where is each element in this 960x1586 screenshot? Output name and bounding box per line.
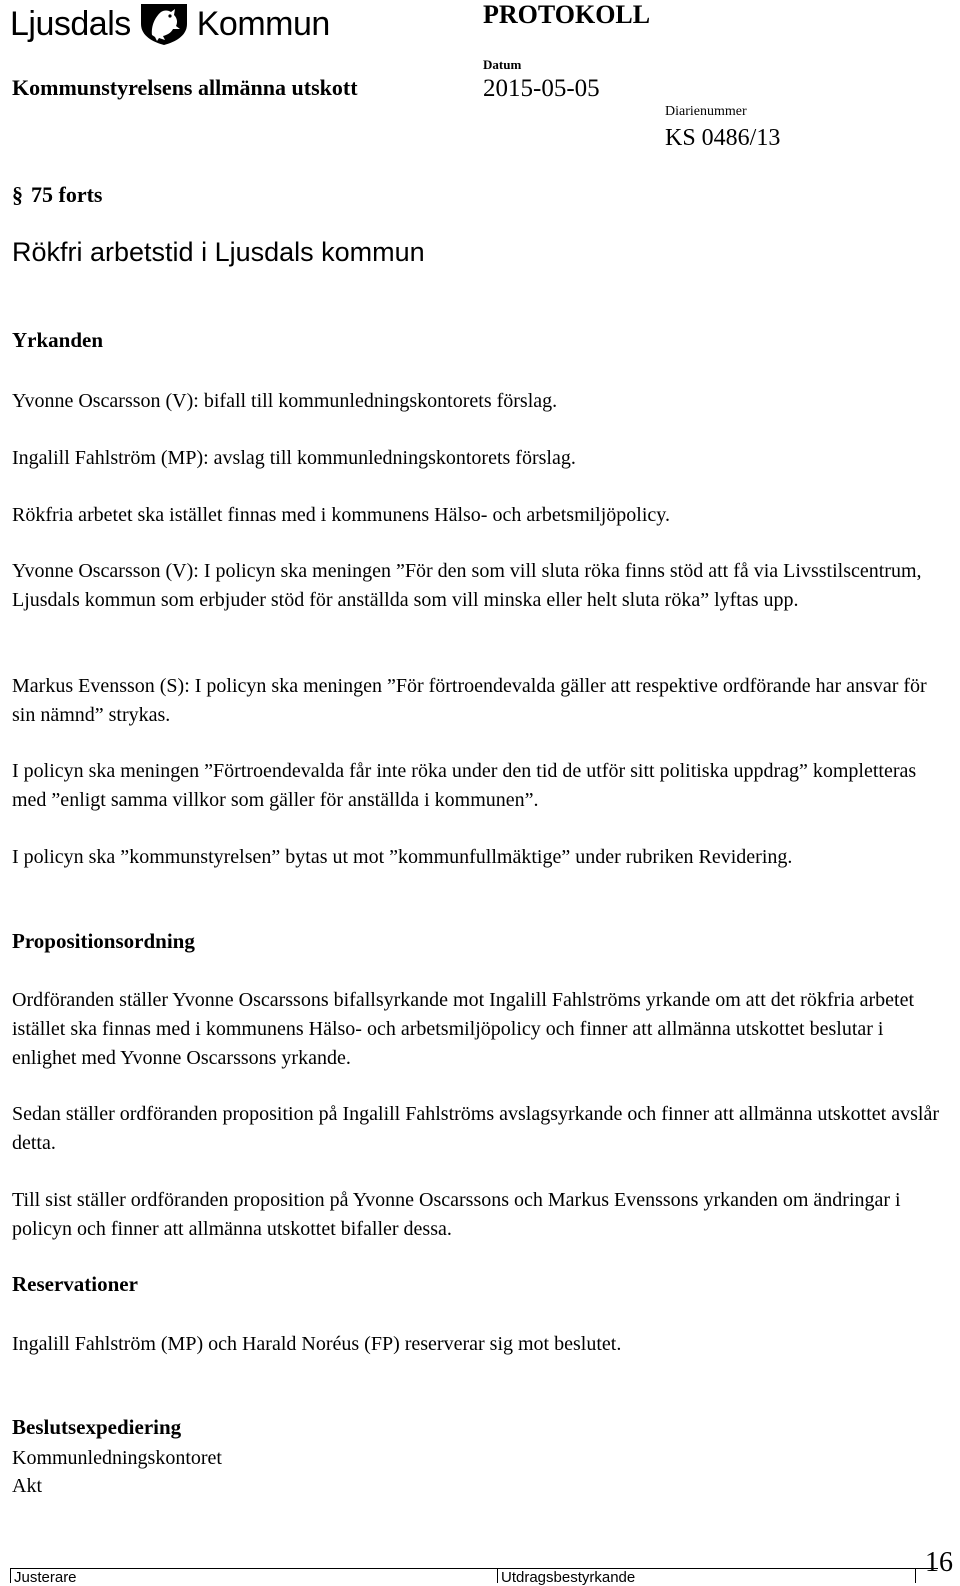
- date-value: 2015-05-05: [483, 75, 600, 102]
- paragraph-yrkande-1: Yvonne Oscarsson (V): bifall till kommunledningskontorets förslag.: [12, 390, 558, 412]
- diary-number-value: KS 0486/13: [665, 125, 781, 151]
- paragraph-proposition-3: Till sist ställer ordföranden proposition på Yvonne Oscarssons och Markus Evenssons yrkanden om ändringar i policyn och finner att allmänna utskottet bifaller dessa.: [12, 1189, 901, 1240]
- document-type: PROTOKOLL: [483, 0, 651, 29]
- page-title: Rökfri arbetstid i Ljusdals kommun: [12, 237, 425, 267]
- recipient-line-1: Kommunledningskontoret: [12, 1447, 222, 1469]
- recipient-line-2: Akt: [12, 1475, 42, 1497]
- footer-divider-left: [10, 1568, 11, 1583]
- paragraph-proposition-2: Sedan ställer ordföranden proposition på Ingalill Fahlströms avslagsyrkande och finner att allmänna utskottet avslår detta.: [12, 1103, 939, 1154]
- page-number: 16: [925, 1547, 953, 1578]
- municipality-logo: [10, 2, 330, 46]
- paragraph-yrkande-5: I policyn ska meningen ”Förtroendevalda får inte röka under den tid de utför sitt politiska uppdrag” kompletteras med ”enligt samma villkor som gäller för anställda i kommunen”.: [12, 760, 917, 811]
- section-number: 75 forts: [31, 182, 103, 207]
- heading-beslutsexpediering: Beslutsexpediering: [12, 1415, 182, 1439]
- heading-yrkanden: Yrkanden: [12, 328, 104, 352]
- paragraph-yrkande-2b: Rökfria arbetet ska istället finnas med i kommunens Hälso- och arbetsmiljöpolicy.: [12, 504, 670, 526]
- paragraph-symbol: §: [12, 182, 23, 207]
- footer-divider-mid: [497, 1568, 498, 1583]
- paragraph-proposition-1: Ordföranden ställer Yvonne Oscarssons bifallsyrkande mot Ingalill Fahlströms yrkande om att det rökfria arbetet istället ska finnas med i kommunens Hälso- och arbetsmiljöpolicy och finner att allmänna utskottet beslutar i enlighet med Yvonne Oscarssons yrkande.: [12, 989, 915, 1069]
- diary-number-label: Diarienummer: [665, 104, 747, 119]
- crest-icon: [137, 2, 191, 46]
- section-heading: [12, 182, 102, 208]
- heading-propositionsordning: Propositionsordning: [12, 929, 195, 953]
- heading-reservationer: Reservationer: [12, 1272, 138, 1296]
- paragraph-yrkande-3: Yvonne Oscarsson (V): I policyn ska meningen ”För den som vill sluta röka finns stöd att få via Livsstilscentrum, Ljusdals kommun som erbjuder stöd för anställda som vill minska eller helt sluta röka” lyftas upp.: [12, 560, 922, 611]
- date-label: Datum: [483, 57, 522, 72]
- committee-name: Kommunstyrelsens allmänna utskott: [12, 75, 358, 100]
- footer-justerare: Justerare: [14, 1569, 77, 1586]
- paragraph-yrkande-4: Markus Evensson (S): I policyn ska meningen ”För förtroendevalda gäller att respektive ordförande har ansvar för sin nämnd” strykas.: [12, 675, 927, 726]
- footer-rule: [10, 1568, 938, 1569]
- footer-utdragsbestyrkande: Utdragsbestyrkande: [501, 1569, 636, 1586]
- paragraph-yrkande-2a: Ingalill Fahlström (MP): avslag till kommunledningskontorets förslag.: [12, 447, 576, 469]
- paragraph-yrkande-6: I policyn ska ”kommunstyrelsen” bytas ut mot ”kommunfullmäktige” under rubriken Revidering.: [12, 846, 793, 868]
- paragraph-reservation: Ingalill Fahlström (MP) och Harald Noréus (FP) reserverar sig mot beslutet.: [12, 1333, 622, 1355]
- logo-text-left: Ljusdals: [10, 4, 131, 43]
- footer-divider-right: [915, 1568, 916, 1583]
- logo-text-right: Kommun: [196, 4, 330, 43]
